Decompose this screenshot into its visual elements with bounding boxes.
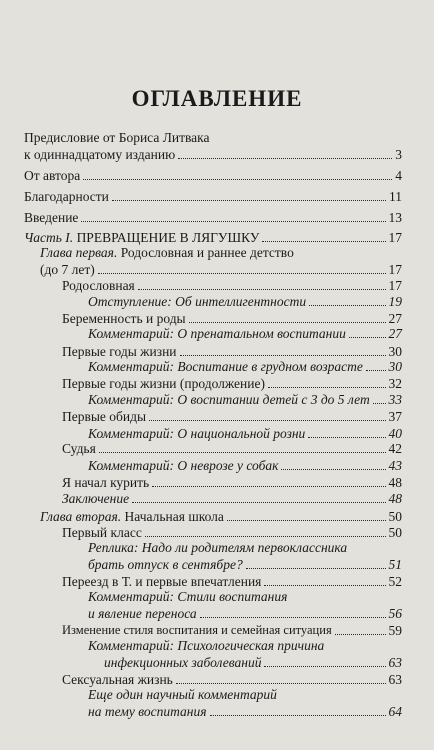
toc-entry-label: брать отпуск в сентябре? [88, 557, 243, 572]
toc-entry-conclusion[interactable] [62, 491, 402, 506]
toc-entry-preface-line1: Предисловие от Бориса Литвака [24, 130, 210, 145]
toc-entry-label: Благодарности [24, 189, 109, 204]
toc-entry-label: Сексуальная жизнь [62, 672, 173, 687]
toc-entry-remark[interactable] [88, 557, 402, 572]
toc-entry-label: Отступление: Об интеллигентности [88, 294, 307, 309]
toc-page-number: 56 [388, 606, 402, 621]
leader-dots [99, 451, 386, 453]
toc-entry-first-grade[interactable] [62, 525, 402, 540]
toc-entry-label: Начальная школа [124, 509, 224, 524]
toc-entry-label: (до 7 лет) [40, 262, 95, 277]
chapter-prefix: Глава вторая. [40, 509, 122, 524]
toc-entry-comment-national[interactable] [88, 426, 402, 441]
toc-entry-comment-3-5[interactable] [88, 392, 402, 407]
toc-entry-label: От автора [24, 168, 81, 183]
toc-page-number: 27 [388, 311, 402, 326]
toc-page-number: 42 [388, 441, 402, 456]
toc-entry-comment-styles[interactable] [88, 606, 402, 621]
leader-dots [149, 419, 385, 421]
toc-entry-comment-psych[interactable] [104, 655, 402, 670]
leader-dots [349, 336, 386, 338]
toc-entry-chapter-2[interactable] [40, 509, 402, 524]
toc-page-number: 13 [388, 210, 402, 225]
leader-dots [262, 240, 385, 242]
toc-entry-chapter-1[interactable] [40, 262, 402, 277]
toc-entry-label: Первые годы жизни (продолжение) [62, 376, 265, 391]
leader-dots [264, 584, 385, 586]
leader-dots [81, 220, 385, 222]
toc-entry-label: Переезд в Т. и первые впечатления [62, 574, 262, 589]
toc-entry-label: Введение [24, 210, 79, 225]
toc-entry-preface[interactable] [24, 147, 402, 162]
toc-entry-label: Я начал курить [62, 475, 150, 490]
leader-dots [335, 633, 386, 635]
leader-dots [366, 369, 386, 371]
toc-entry-chapter-1-line1: Глава первая. Родословная и раннее детство [40, 245, 294, 260]
toc-entry-comment-infancy[interactable] [88, 359, 402, 374]
leader-dots [281, 468, 385, 470]
leader-dots [309, 304, 385, 306]
toc-entry-label: на тему воспитания [88, 704, 207, 719]
toc-entry-label: Заключение [62, 491, 130, 506]
toc-page-number: 51 [388, 557, 402, 572]
leader-dots [227, 519, 386, 521]
toc-page-number: 63 [388, 655, 402, 670]
toc-entry-first-years[interactable] [62, 344, 402, 359]
leader-dots [180, 354, 386, 356]
toc-page-number: 63 [388, 672, 402, 687]
leader-dots [200, 616, 386, 618]
toc-entry-move[interactable] [62, 574, 402, 589]
toc-page-number: 50 [388, 525, 402, 540]
leader-dots [132, 501, 385, 503]
toc-entry-label: Комментарий: О национальной розни [88, 426, 306, 441]
toc-page-number: 19 [388, 294, 402, 309]
leader-dots [189, 321, 386, 323]
toc-page-number: 52 [388, 574, 402, 589]
toc-entry-sexual-life[interactable] [62, 672, 402, 687]
toc-page-number: 64 [388, 704, 402, 719]
leader-dots [373, 402, 386, 404]
toc-entry-scientific-line1: Еще один научный комментарий [88, 687, 277, 702]
toc-entry-label: инфекционных заболеваний [104, 655, 262, 670]
leader-dots [152, 485, 385, 487]
toc-entry-first-offenses[interactable] [62, 409, 402, 424]
toc-entry-label: Судья [62, 441, 96, 456]
toc-page-number: 37 [388, 409, 402, 424]
toc-entry-label: Беременность и роды [62, 311, 186, 326]
leader-dots [264, 665, 385, 667]
toc-page-number: 17 [388, 278, 402, 293]
toc-page-number: 30 [388, 359, 402, 374]
toc-entry-first-years-cont[interactable] [62, 376, 402, 391]
toc-entry-label: Комментарий: О неврозе у собак [88, 458, 279, 473]
toc-entry-introduction[interactable] [24, 210, 402, 225]
toc-entry-acknowledgements[interactable] [24, 189, 402, 204]
toc-entry-judge[interactable] [62, 441, 402, 456]
toc-entry-label: Комментарий: Воспитание в грудном возрасте [88, 359, 363, 374]
toc-page-number: 32 [388, 376, 402, 391]
part-prefix: Часть I. [24, 230, 74, 245]
leader-dots [210, 714, 386, 716]
toc-page-number: 4 [395, 168, 402, 183]
toc-entry-style-change[interactable] [62, 623, 402, 638]
toc-page-number: 48 [388, 475, 402, 490]
toc-entry-remark-line1: Реплика: Надо ли родителям первоклассника [88, 540, 348, 555]
toc-page-number: 11 [389, 189, 402, 204]
toc-page-number: 50 [388, 509, 402, 524]
leader-dots [145, 535, 386, 537]
toc-entry-label: Первые обиды [62, 409, 147, 424]
toc-entry-label: ПРЕВРАЩЕНИЕ В ЛЯГУШКУ [76, 230, 260, 245]
leader-dots [268, 386, 386, 388]
toc-entry-label: и явление переноса [88, 606, 197, 621]
toc-page-number: 3 [395, 147, 402, 162]
toc-entry-scientific[interactable] [88, 704, 402, 719]
toc-entry-part-1[interactable] [24, 230, 402, 245]
toc-page-number: 30 [388, 344, 402, 359]
chapter-prefix: Глава первая. [40, 245, 118, 260]
page-title: ОГЛАВЛЕНИЕ [131, 86, 303, 111]
toc-entry-comment-styles-line1: Комментарий: Стили воспитания [88, 589, 288, 604]
toc-entry-label: Изменение стиля воспитания и семейная ситуация [62, 623, 332, 637]
toc-entry-label: Комментарий: О воспитании детей с 3 до 5 лет [88, 392, 370, 407]
leader-dots [246, 567, 386, 569]
toc-entry-comment-neurosis[interactable] [88, 458, 402, 473]
toc-entry-digression[interactable] [88, 294, 402, 309]
toc-entry-started-smoking[interactable] [62, 475, 402, 490]
toc-entry-genealogy[interactable] [62, 278, 402, 293]
leader-dots [176, 682, 386, 684]
toc-page-number: 59 [388, 623, 402, 638]
toc-entry-label: Комментарий: О пренатальном воспитании [88, 326, 346, 341]
leader-dots [83, 178, 392, 180]
leader-dots [98, 272, 386, 274]
toc-entry-from-author[interactable] [24, 168, 402, 183]
toc-entry-label: Первые годы жизни [62, 344, 177, 359]
toc-entry-comment-psych-line1: Комментарий: Психологическая причина [88, 638, 325, 653]
toc-page-number: 40 [388, 426, 402, 441]
toc-page-number: 48 [388, 491, 402, 506]
toc-page-number: 33 [388, 392, 402, 407]
toc-entry-comment-prenatal[interactable] [88, 326, 402, 341]
toc-page-number: 17 [388, 230, 402, 245]
toc-page-number: 43 [388, 458, 402, 473]
leader-dots [178, 157, 392, 159]
toc-entry-label: Родословная [62, 278, 135, 293]
toc-entry-label: Первый класс [62, 525, 142, 540]
toc-entry-label: к одиннадцатому изданию [24, 147, 176, 162]
leader-dots [138, 288, 386, 290]
leader-dots [112, 199, 386, 201]
toc-page-number: 27 [388, 326, 402, 341]
toc-entry-pregnancy[interactable] [62, 311, 402, 326]
toc-page-number: 17 [388, 262, 402, 277]
leader-dots [308, 436, 385, 438]
